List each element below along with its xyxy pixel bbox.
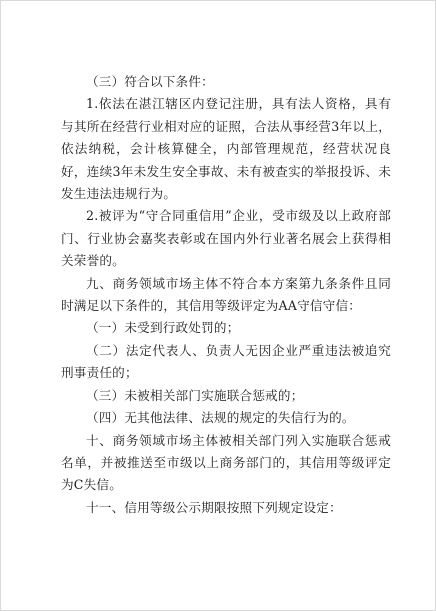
document-body (61, 71, 391, 519)
condition-item-1: 1.依法在湛江辖区内登记注册，具有法人资格，具有与其所在经营行业相对应的证照，合法从事经营3年以上，依法纳税，会计核算健全，内部管理规范，经营状况良好，连续3年未发生安全事故、未有被查实的举报投诉、未发生违法违规行为。 (61, 96, 391, 202)
condition-item-2: 2.被评为“守合同重信用”企业，受市级及以上政府部门、行业协会嘉奖表彰或在国内外行业著名展会上获得相关荣誉的。 (61, 208, 391, 269)
article-nine-item-1: （一）未受到行政处罚的； (86, 320, 240, 336)
article-nine: 九、商务领域市场主体不符合本方案第九条条件且同时满足以下条件的，其信用等级评定为AA守信守信： (61, 275, 391, 314)
article-eleven: 十一、信用等级公示期限按照下列规定设定： (86, 499, 342, 515)
article-nine-item-4: （四）无其他法律、法规的规定的失信行为的。 (86, 410, 355, 426)
article-ten: 十、商务领域市场主体被相关部门列入实施联合惩戒名单，并被推送至市级以上商务部门的，其信用等级评定为C失信。 (61, 432, 391, 493)
article-nine-item-2: （二）法定代表人、负责人无因企业严重违法被追究刑事责任的； (61, 342, 391, 381)
section-heading-conditions: （三）符合以下条件： (86, 74, 214, 89)
article-nine-item-3: （三）未被相关部门实施联合惩戒的； (86, 387, 304, 403)
